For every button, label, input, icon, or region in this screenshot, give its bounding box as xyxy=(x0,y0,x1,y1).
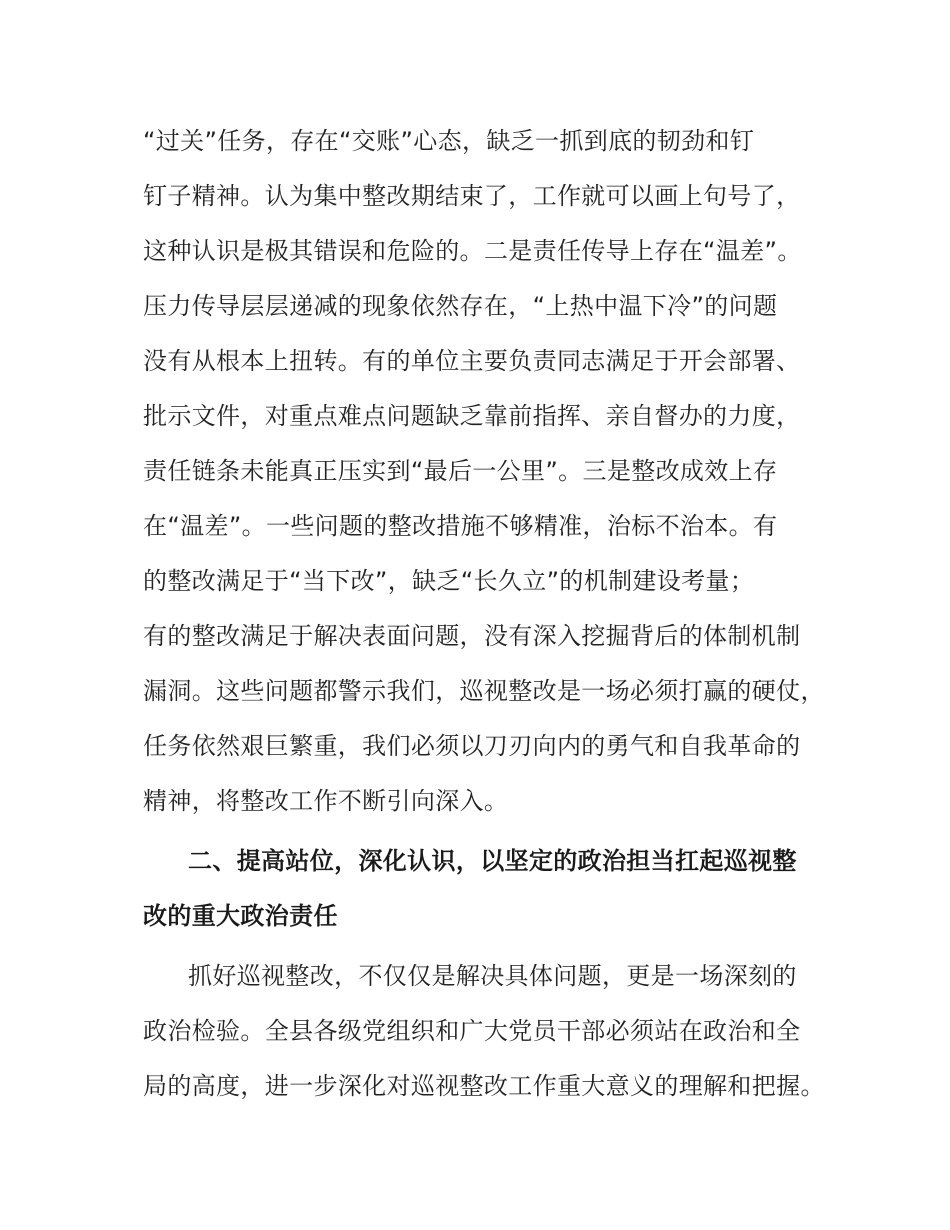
paragraph-line: 这种认识是极其错误和危险的。二是责任传导上存在“温差”。 xyxy=(143,237,802,265)
paragraph-line: 政治检验。全县各级党组织和广大党员干部必须站在政治和全 xyxy=(143,1017,801,1045)
paragraph-line: 抓好巡视整改，不仅仅是解决具体问题，更是一场深刻的 xyxy=(188,962,797,990)
paragraph-line: 有的整改满足于解决表面问题，没有深入挖掘背后的体制机制 xyxy=(143,622,801,650)
paragraph-line: 批示文件，对重点难点问题缺乏靠前指挥、亲自督办的力度， xyxy=(143,402,801,430)
paragraph-line: 的整改满足于“当下改”，缺乏“长久立”的机制建设考量； xyxy=(143,567,755,595)
paragraph-line: 责任链条未能真正压实到“最后一公里”。三是整改成效上存 xyxy=(143,457,778,485)
paragraph-line: 精神，将整改工作不断引向深入。 xyxy=(143,787,509,815)
paragraph-line: 漏洞。这些问题都警示我们，巡视整改是一场必须打赢的硬仗， xyxy=(143,677,825,705)
paragraph-line: 没有从根本上扭转。有的单位主要负责同志满足于开会部署、 xyxy=(143,347,801,375)
section-heading-line: 二、提高站位，深化认识，以坚定的政治担当扛起巡视整 xyxy=(188,847,797,875)
paragraph-line: “过关”任务，存在“交账”心态，缺乏一抓到底的韧劲和钉 xyxy=(143,127,755,155)
paragraph-line: 局的高度，进一步深化对巡视整改工作重大意义的理解和把握。 xyxy=(143,1072,825,1100)
paragraph-line: 在“温差”。一些问题的整改措施不够精准，治标不治本。有 xyxy=(143,512,778,540)
paragraph-line: 任务依然艰巨繁重，我们必须以刀刃向内的勇气和自我革命的 xyxy=(143,732,801,760)
paragraph-line: 压力传导层层递减的现象依然存在，“上热中温下冷”的问题 xyxy=(143,292,778,320)
section-heading-line: 改的重大政治责任 xyxy=(143,902,338,930)
paragraph-line: 钉子精神。认为集中整改期结束了，工作就可以画上句号了， xyxy=(143,182,801,210)
